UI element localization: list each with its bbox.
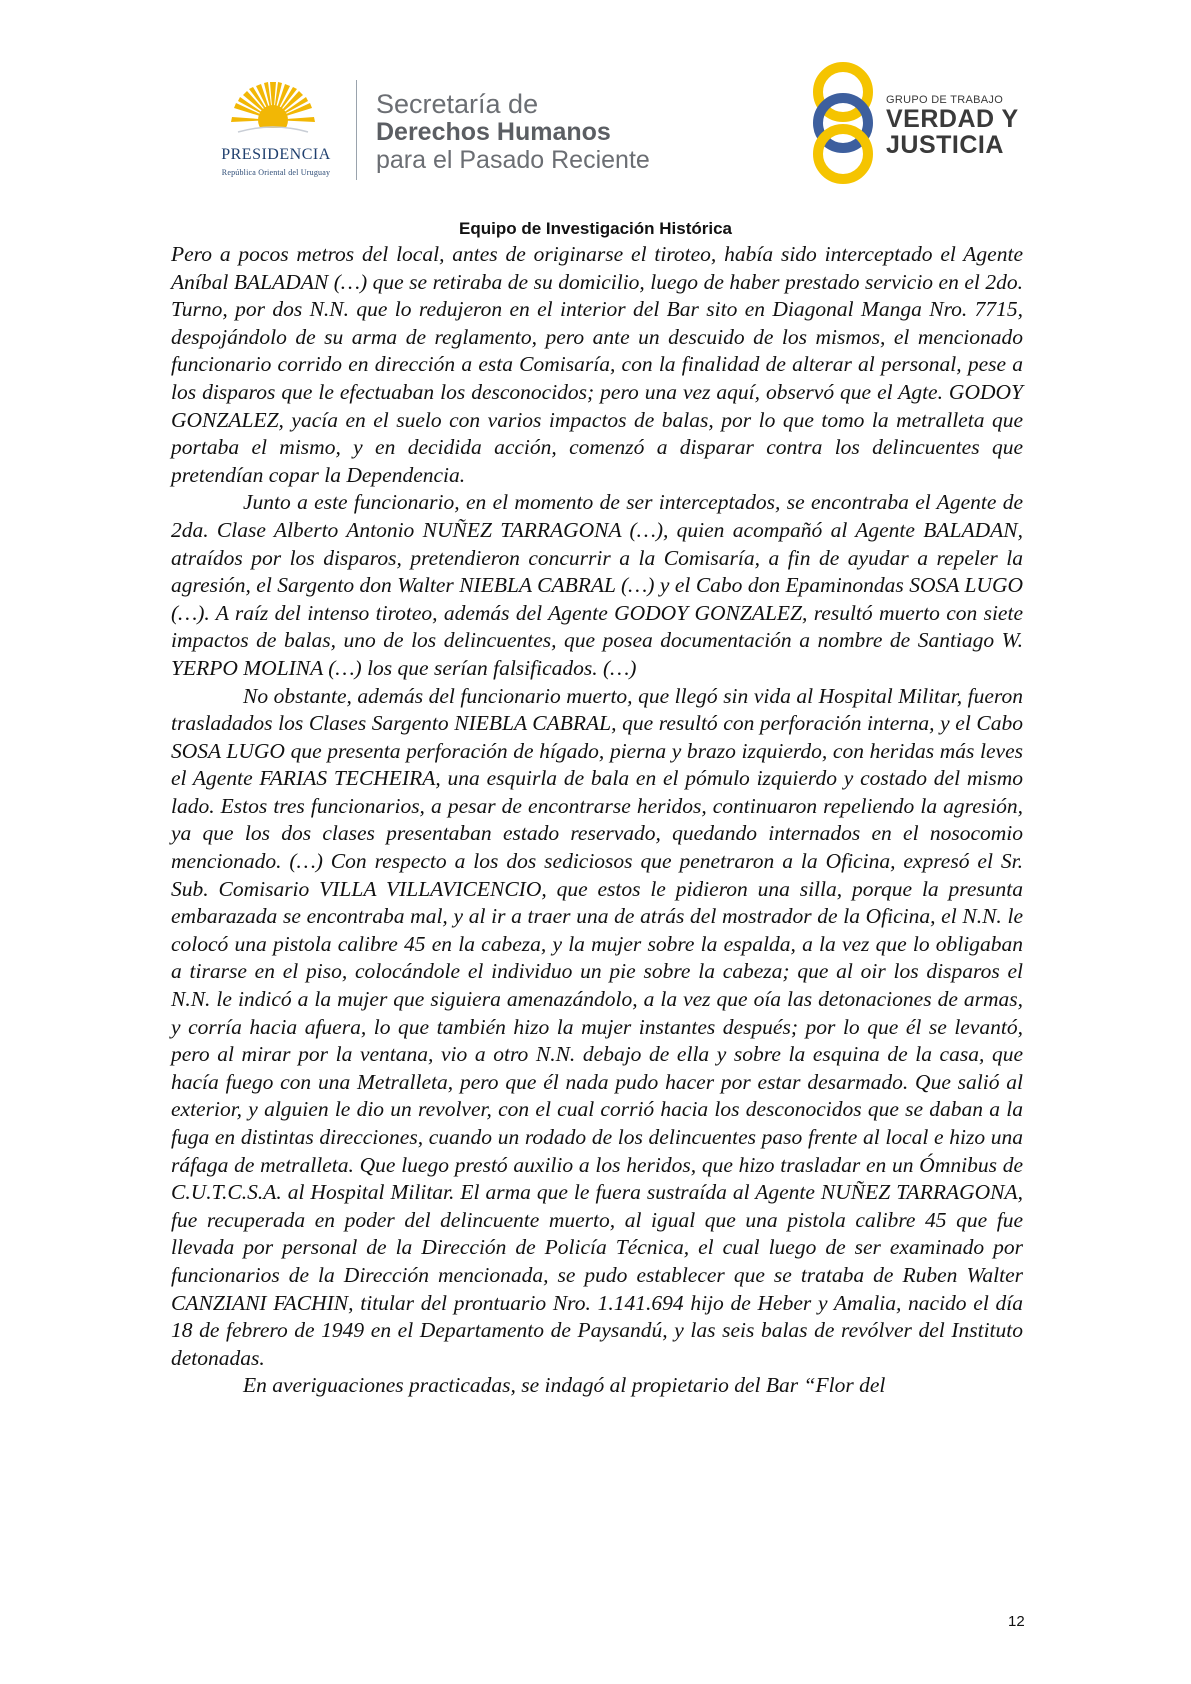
secretaria-line-2: Derechos Humanos: [376, 118, 611, 146]
document-body: [171, 241, 1023, 1400]
secretaria-line-3: para el Pasado Reciente: [376, 146, 650, 174]
grupo-trabajo-logo: [808, 60, 1048, 190]
grupo-trabajo-text: [886, 94, 1019, 158]
paragraph: Pero a pocos metros del local, antes de originarse el tiroteo, había sido interceptado el Agente Aníbal BALADAN (…) que se retiraba de su domicilio, luego de haber prestado servicio en el 2do. Turno, por dos N.N. que lo redujeron en el interior del Bar sito en Diagonal Manga Nro. 7715, despojándolo de su arma de reglamento, pero ante un descuido de los mismos, el mencionado funcionario corrido en dirección a esta Comisaría, con la finalidad de alterar al personal, pese a los disparos que le efectuaban los desconocidos; pero una vez aquí, observó que el Agte. GODOY GONZALEZ, yacía en el suelo con varios impactos de balas, por lo que tomo la metralleta que portaba el mismo, y en decidida acción, comenzó a disparar contra los delincuentes que pretendían copar la Dependencia.: [171, 242, 1023, 487]
paragraph: Junto a este funcionario, en el momento de ser interceptados, se encontraba el Agente de 2da. Clase Alberto Antonio NUÑEZ TARRAGONA (…), quien acompañó al Agente BALADAN, atraídos por los disparos, pretendieron concurrir a la Comisaría, a fin de ayudar a repeler la agresión, el Sargento don Walter NIEBLA CABRAL (…) y el Cabo don Epaminondas SOSA LUGO (…). A raíz del intenso tiroteo, además del Agente GODOY GONZALEZ, resultó muerto con siete impactos de balas, uno de los delincuentes, que posea documentación a nombre de Santiago W. YERPO MOLINA (…) los que serían falsificados. (…): [171, 490, 1023, 680]
secretaria-line-1: Secretaría de: [376, 89, 539, 119]
secretaria-logo-text: [376, 90, 650, 174]
page-number: 12: [1008, 1613, 1025, 1630]
paragraph: No obstante, además del funcionario muerto, que llegó sin vida al Hospital Militar, fueron trasladados los Clases Sargento NIEBLA CABRAL, que resultó con perforación interna, y el Cabo SOSA LUGO que presenta perforación de hígado, pierna y brazo izquierdo, con heridas más leves el Agente FARIAS TECHEIRA, una esquirla de bala en el pómulo izquierdo y costado del mismo lado. Estos tres funcionarios, a pesar de encontrarse heridos, continuaron repeliendo la agresión, ya que los dos clases presentaban estado reservado, quedando internados en el nosocomio mencionado. (…) Con respecto a los dos sediciosos que penetraron a la Oficina, expresó el Sr. Sub. Comisario VILLA VILLAVICENCIO, que estos le pidieron una silla, porque la presunta embarazada se encontraba mal, y al ir a traer una de atrás del mostrador de la Oficina, el N.N. le colocó una pistola calibre 45 en la cabeza, y la mujer sobre la espalda, a la vez que lo obligaban a tirarse en el piso, colocándole el individuo un pie sobre la cabeza; que al oir los disparos el N.N. le indicó a la mujer que siguiera amenazándolo, a la vez que oía las detonaciones de armas, y corría hacia afuera, lo que también hizo la mujer instantes después; por lo que él se levantó, pero al mirar por la ventana, vio a otro N.N. debajo de ella y sobre la esquina de la casa, que hacía fuego con una Metralleta, pero que él nada pudo hacer por estar desarmado. Que salió al exterior, y alguien le dio un revolver, con el cual corrió hacia los desconocidos que se daban a la fuga en distintas direcciones, cuando un rodado de los delincuentes paso frente al local e hizo una ráfaga de metralleta. Que luego prestó auxilio a los heridos, que hizo trasladar en un Ómnibus de C.U.T.C.S.A. al Hospital Militar. El arma que le fuera sustraída al Agente NUÑEZ TARRAGONA, fue recuperada en poder del delincuente muerto, al igual que una pistola calibre 45 que fue llevada por personal de la Dirección de Policía Técnica, el cual luego de ser examinado por funcionarios de la Dirección mencionada, se pudo establecer que se trataba de Ruben Walter CANZIANI FACHIN, titular del prontuario Nro. 1.141.694 hijo de Heber y Amalia, nacido el día 18 de febrero de 1949 en el Departamento de Paysandú, y las seis balas de revólver del Instituto detonadas.: [171, 683, 1023, 1370]
linked-rings-icon: [808, 60, 878, 186]
presidencia-subtitle: República Oriental del Uruguay: [221, 168, 331, 177]
sun-emblem-icon: [230, 80, 316, 146]
grupo-line-3: JUSTICIA: [886, 131, 1004, 159]
header-divider: [356, 80, 357, 180]
grupo-line-1: GRUPO DE TRABAJO: [886, 94, 1004, 106]
paragraph: En averiguaciones practicadas, se indagó al propietario del Bar “Flor del: [243, 1373, 886, 1398]
presidencia-name: PRESIDENCIA: [221, 146, 331, 163]
page-header: [0, 0, 1191, 215]
team-title: Equipo de Investigación Histórica: [459, 219, 732, 238]
grupo-line-2: VERDAD Y: [886, 105, 1019, 133]
presidencia-logo: [196, 80, 356, 192]
